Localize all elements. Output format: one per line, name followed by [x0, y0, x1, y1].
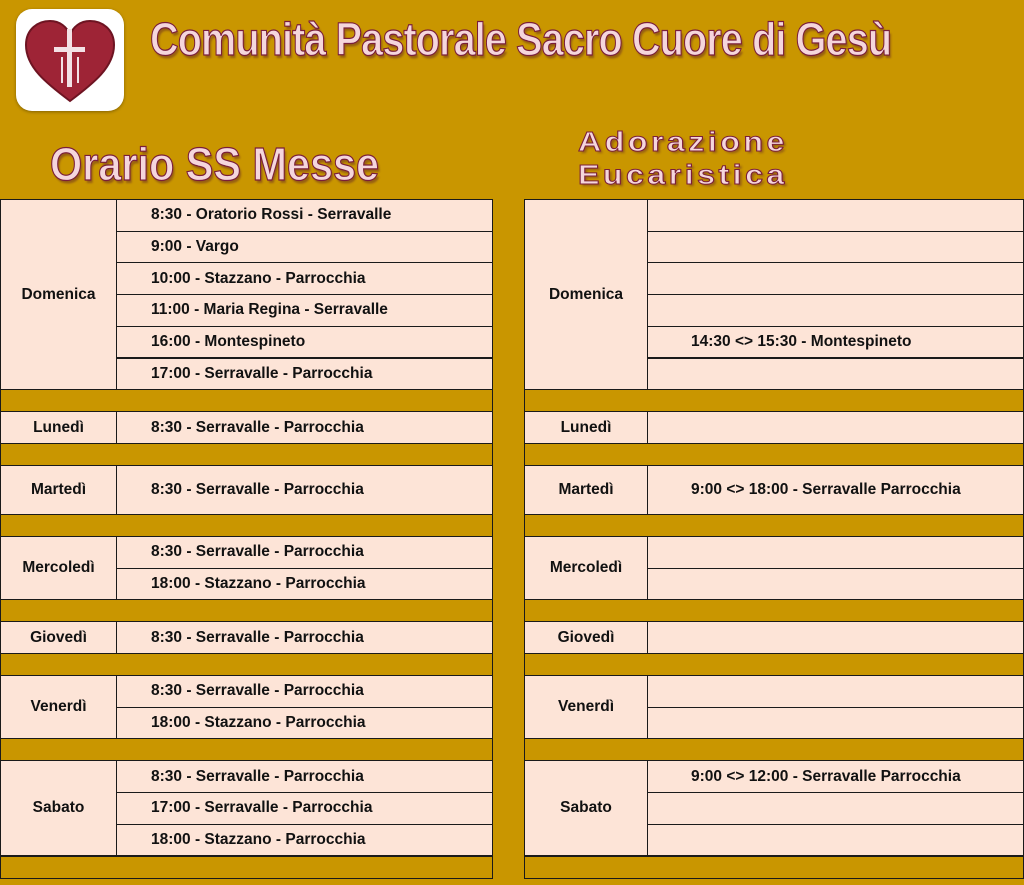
masses-time-text: 16:00 - Montespineto — [151, 333, 306, 351]
schedule-grid — [0, 199, 1024, 885]
masses-row-gap — [0, 514, 493, 537]
masses-time-slot — [116, 199, 493, 232]
masses-time-slot — [116, 536, 493, 569]
adoration-day-2: Martedì — [524, 465, 648, 515]
adoration-row-gap — [524, 738, 1024, 761]
masses-time-text: 8:30 - Oratorio Rossi - Serravalle — [151, 206, 392, 224]
adoration-row-gap — [524, 389, 1024, 412]
masses-time-text: 18:00 - Stazzano - Parrocchia — [151, 831, 366, 849]
masses-day-1: Lunedì — [0, 411, 117, 444]
adoration-row-gap — [524, 856, 1024, 879]
adoration-row-gap — [524, 653, 1024, 676]
masses-time-slot — [116, 411, 493, 444]
adoration-time-slot — [647, 707, 1024, 740]
sacred-heart-icon — [16, 9, 124, 111]
adoration-time-slot — [647, 760, 1024, 793]
masses-time-slot — [116, 707, 493, 740]
masses-day-5: Venerdì — [0, 675, 117, 739]
masses-row-gap — [0, 856, 493, 879]
adoration-time-slot — [647, 792, 1024, 825]
masses-day-6: Sabato — [0, 760, 117, 856]
adoration-heading-line1: Adorazione — [578, 126, 788, 157]
adoration-time-text: 9:00 <> 18:00 - Serravalle Parrocchia — [691, 480, 961, 498]
masses-row-gap — [0, 653, 493, 676]
masses-time-text: 17:00 - Serravalle - Parrocchia — [151, 799, 373, 817]
adoration-time-slot — [647, 536, 1024, 569]
adoration-time-slot — [647, 199, 1024, 232]
adoration-row-gap — [524, 443, 1024, 466]
adoration-row-gap — [524, 599, 1024, 622]
adoration-row-gap — [524, 514, 1024, 537]
masses-row-gap — [0, 738, 493, 761]
adoration-time-slot — [647, 824, 1024, 857]
page-title: Comunità Pastorale Sacro Cuore di Gesù — [150, 13, 892, 65]
masses-day-2: Martedì — [0, 465, 117, 515]
masses-heading: Orario SS Messe — [50, 138, 380, 190]
masses-day-0: Domenica — [0, 199, 117, 390]
masses-time-text: 18:00 - Stazzano - Parrocchia — [151, 714, 366, 732]
adoration-time-slot — [647, 294, 1024, 327]
masses-time-slot — [116, 760, 493, 793]
masses-day-4: Giovedì — [0, 621, 117, 654]
adoration-day-1: Lunedì — [524, 411, 648, 444]
adoration-day-0: Domenica — [524, 199, 648, 390]
adoration-time-slot — [647, 568, 1024, 601]
masses-time-slot — [116, 824, 493, 857]
adoration-time-slot — [647, 326, 1024, 359]
adoration-day-6: Sabato — [524, 760, 648, 856]
masses-time-slot — [116, 792, 493, 825]
masses-time-text: 8:30 - Serravalle - Parrocchia — [151, 767, 364, 785]
adoration-time-slot — [647, 621, 1024, 654]
masses-time-text: 8:30 - Serravalle - Parrocchia — [151, 543, 364, 561]
adoration-time-slot — [647, 465, 1024, 515]
masses-time-text: 8:30 - Serravalle - Parrocchia — [151, 418, 364, 436]
masses-time-slot — [116, 294, 493, 327]
masses-time-text: 18:00 - Stazzano - Parrocchia — [151, 574, 366, 592]
masses-time-slot — [116, 568, 493, 601]
column-separator — [493, 199, 524, 885]
adoration-time-slot — [647, 231, 1024, 264]
masses-time-text: 8:30 - Serravalle - Parrocchia — [151, 682, 364, 700]
masses-time-text: 10:00 - Stazzano - Parrocchia — [151, 269, 366, 287]
masses-time-text: 8:30 - Serravalle - Parrocchia — [151, 628, 364, 646]
masses-time-slot — [116, 262, 493, 295]
masses-time-text: 9:00 - Vargo — [151, 238, 239, 256]
adoration-time-slot — [647, 358, 1024, 391]
adoration-time-text: 14:30 <> 15:30 - Montespineto — [691, 333, 912, 351]
masses-time-slot — [116, 675, 493, 708]
adoration-time-slot — [647, 675, 1024, 708]
masses-row-gap — [0, 599, 493, 622]
masses-time-text: 17:00 - Serravalle - Parrocchia — [151, 364, 373, 382]
adoration-day-3: Mercoledì — [524, 536, 648, 600]
masses-time-text: 8:30 - Serravalle - Parrocchia — [151, 480, 364, 498]
adoration-day-4: Giovedì — [524, 621, 648, 654]
masses-time-slot — [116, 465, 493, 515]
adoration-heading — [578, 125, 788, 191]
masses-day-3: Mercoledì — [0, 536, 117, 600]
masses-time-slot — [116, 358, 493, 391]
masses-time-slot — [116, 621, 493, 654]
adoration-day-5: Venerdì — [524, 675, 648, 739]
masses-row-gap — [0, 443, 493, 466]
adoration-time-slot — [647, 262, 1024, 295]
adoration-heading-line2: Eucaristica — [578, 159, 788, 190]
logo — [16, 9, 124, 111]
masses-time-slot — [116, 231, 493, 264]
masses-row-gap — [0, 389, 493, 412]
masses-time-slot — [116, 326, 493, 359]
masses-time-text: 11:00 - Maria Regina - Serravalle — [151, 301, 388, 319]
adoration-time-text: 9:00 <> 12:00 - Serravalle Parrocchia — [691, 767, 961, 785]
adoration-time-slot — [647, 411, 1024, 444]
